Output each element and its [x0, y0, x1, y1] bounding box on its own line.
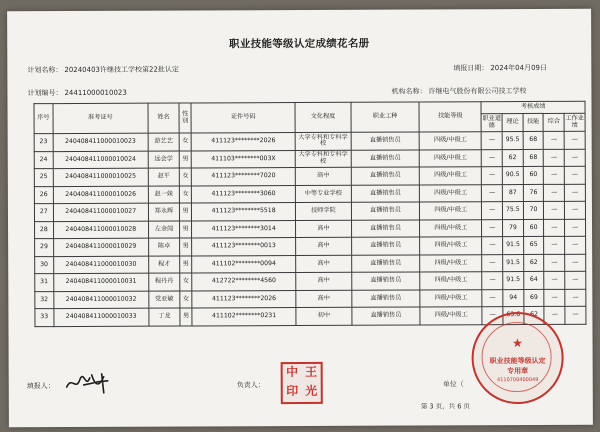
cell-gender: 男: [180, 255, 192, 273]
cell-level: 四级/中级工: [419, 132, 481, 150]
cell-name: 程丹丹: [149, 273, 180, 291]
cell-gender: 男: [179, 150, 191, 168]
col-level-header: 技能等级: [419, 102, 481, 132]
cell-level: 四级/中级工: [420, 307, 482, 325]
cell-id: 411123********0013: [192, 238, 296, 256]
cell-id: 411123********2026: [192, 290, 296, 308]
cell-level: 四级/中级工: [419, 149, 481, 167]
cell-ethics: —: [482, 202, 503, 220]
personal-seal: [281, 362, 323, 404]
cell-overall: —: [544, 149, 565, 167]
col-skill-header: 技能: [523, 113, 544, 131]
fill-date: [451, 63, 547, 73]
cell-skill: 60: [523, 219, 544, 237]
organization-label: 机构名称：: [391, 87, 427, 96]
cell-skill: 62: [524, 306, 545, 324]
cell-performance: —: [565, 289, 586, 307]
cell-theory: 91.5: [503, 254, 524, 272]
cell-overall: —: [544, 254, 565, 272]
cell-name: 丁龙: [149, 308, 180, 326]
document-title: 职业技能等级认定成绩花名册: [229, 37, 370, 51]
page-suffix: 页: [463, 402, 470, 411]
cell-name: 陈卓: [148, 238, 179, 256]
seal-char-2: 王: [305, 364, 318, 379]
cell-gender: 女: [179, 185, 191, 203]
cell-skill: 70: [523, 201, 544, 219]
cell-overall: —: [544, 166, 565, 184]
cell-ticket: 240408411000010026: [53, 186, 148, 204]
cell-skill: 68: [523, 131, 544, 149]
cell-job: 直播销售员: [351, 184, 419, 202]
cell-id: 411123********7020: [192, 168, 296, 186]
cell-id: 411123********3014: [192, 220, 296, 238]
responsible-label: 负责人：: [236, 381, 265, 390]
cell-seq: 24: [34, 151, 53, 169]
page-current: 3: [429, 402, 434, 411]
cell-skill: 69: [524, 289, 545, 307]
cell-job: 直播销售员: [351, 202, 419, 220]
cell-job: 直播销售员: [352, 254, 420, 272]
cell-gender: 男: [180, 308, 192, 326]
cell-overall: —: [544, 271, 565, 289]
col-ticket-header: 准考证号: [53, 103, 148, 133]
cell-performance: —: [564, 131, 585, 149]
cell-performance: —: [564, 184, 585, 202]
cell-ethics: —: [482, 167, 503, 185]
cell-seq: 33: [35, 309, 54, 327]
plan-name: [25, 65, 179, 76]
plan-name-value: 20240403许继技工学校第22批认定: [64, 65, 179, 75]
cell-seq: 28: [35, 221, 54, 239]
cell-ticket: 240408411000010023: [53, 133, 148, 151]
seal-star-icon: ★: [512, 336, 523, 351]
scores-group-header: 考核成绩: [481, 101, 585, 113]
official-round-seal: [471, 312, 563, 404]
cell-gender: 女: [179, 133, 191, 151]
cell-ticket: 240408411000010030: [53, 256, 148, 274]
cell-edu: 高中: [295, 220, 351, 238]
cell-name: 郑永辉: [148, 203, 179, 221]
cell-ethics: —: [481, 132, 502, 150]
cell-name: 左金闯: [148, 221, 179, 239]
cell-overall: —: [544, 219, 565, 237]
fill-date-label: 填报日期：: [453, 64, 489, 73]
cell-job: 直播销售员: [351, 237, 419, 255]
cell-gender: 男: [179, 203, 191, 221]
cell-edu: 初中: [296, 307, 352, 325]
roster-body: [34, 131, 586, 326]
cell-gender: 男: [179, 220, 191, 238]
cell-theory: 94: [503, 289, 524, 307]
cell-theory: 63.6: [503, 307, 524, 325]
cell-job: 直播销售员: [352, 307, 420, 325]
cell-theory: 75.5: [502, 202, 523, 220]
cell-job: 直播销售员: [351, 167, 419, 185]
cell-gender: 男: [180, 238, 192, 256]
cell-level: 四级/中级工: [420, 184, 482, 202]
cell-performance: —: [564, 166, 585, 184]
col-overall-header: 综合: [543, 113, 564, 131]
cell-level: 四级/中级工: [420, 202, 482, 220]
cell-ticket: 240408411000010024: [53, 151, 148, 169]
filler: [27, 381, 55, 391]
col-ethics-header: 职业道德: [481, 114, 502, 132]
cell-overall: —: [544, 201, 565, 219]
cell-ethics: —: [482, 254, 503, 272]
cell-gender: 女: [180, 290, 192, 308]
organization: [389, 86, 526, 97]
cell-theory: 87: [502, 184, 523, 202]
cell-job: 直播销售员: [351, 149, 419, 167]
cell-edu: 中等专业学校: [295, 185, 351, 203]
unit-label: 单位（: [442, 380, 464, 389]
col-id-header: 证件号码: [191, 103, 295, 133]
cell-seq: 32: [35, 291, 54, 309]
filler-label: 填报人：: [26, 382, 55, 391]
cell-seq: 23: [34, 134, 53, 152]
cell-edu: 高中: [295, 167, 351, 185]
cell-edu: 技师学院: [295, 202, 351, 220]
cell-skill: 64: [523, 271, 544, 289]
seal-char-1: 中: [286, 365, 299, 380]
cell-skill: 76: [523, 184, 544, 202]
cell-level: 四级/中级工: [420, 219, 482, 237]
cell-ethics: —: [482, 219, 503, 237]
cell-skill: 68: [523, 149, 544, 167]
cell-theory: 91.5: [503, 237, 524, 255]
cell-theory: 91.5: [503, 272, 524, 290]
cell-ticket: 240408411000010025: [53, 168, 148, 186]
cell-ticket: 240408411000010031: [53, 273, 148, 291]
unit-seal-field: [443, 379, 464, 389]
col-gender-header: 性别: [179, 103, 192, 133]
cell-job: 直播销售员: [351, 132, 419, 150]
cell-skill: 65: [523, 236, 544, 254]
cell-level: 四级/中级工: [420, 272, 482, 290]
cell-level: 四级/中级工: [420, 254, 482, 272]
cell-performance: —: [565, 306, 586, 324]
cell-ethics: —: [482, 149, 503, 167]
cell-ethics: —: [482, 184, 503, 202]
cell-name: 游艺艺: [148, 133, 179, 151]
fill-date-value: 2024年04月09日: [490, 63, 548, 73]
cell-name: 远会学: [148, 151, 179, 169]
seal-char-4: 光: [305, 383, 318, 398]
cell-ethics: —: [482, 289, 503, 307]
seal-text-line2: 专用章: [507, 367, 529, 376]
cell-theory: 90.5: [502, 167, 523, 185]
cell-name: 程才: [149, 256, 180, 274]
cell-ticket: 240408411000010033: [54, 308, 149, 326]
cell-id: 411102********0231: [192, 308, 296, 326]
cell-edu: 高中: [296, 272, 352, 290]
cell-theory: 62: [502, 149, 523, 167]
cell-name: 赵平: [148, 168, 179, 186]
cell-overall: —: [544, 236, 565, 254]
cell-edu: 大学专科和专科学校: [295, 150, 351, 168]
cell-gender: 女: [180, 273, 192, 291]
cell-edu: 高中: [296, 290, 352, 308]
col-name-header: 姓名: [148, 103, 179, 133]
cell-edu: 高中: [296, 237, 352, 255]
plan-number: [25, 88, 126, 98]
col-theory-header: 理论: [502, 114, 523, 132]
cell-ticket: 240408411000010028: [53, 221, 148, 239]
cell-id: 411123********3060: [192, 185, 296, 203]
cell-level: 四级/中级工: [420, 289, 482, 307]
cell-ticket: 240408411000010027: [53, 203, 148, 221]
seal-code: 4110700400049: [497, 376, 539, 384]
plan-name-label: 计划名称：: [27, 66, 63, 75]
responsible: [237, 380, 265, 390]
cell-edu: 高中: [296, 255, 352, 273]
page-indicator: [421, 401, 470, 410]
col-performance-header: 工作业绩: [564, 113, 585, 131]
cell-performance: —: [565, 271, 586, 289]
page-prefix: 第: [420, 402, 428, 411]
cell-level: 四级/中级工: [419, 167, 481, 185]
plan-number-label: 计划编号：: [27, 89, 63, 98]
cell-ticket: 240408411000010029: [53, 238, 148, 256]
cell-edu: 大学专科和专科学校: [295, 132, 351, 150]
col-edu-header: 文化程度: [295, 102, 351, 132]
cell-performance: —: [565, 236, 586, 254]
cell-id: 411102********0094: [192, 255, 296, 273]
document-sheet: [7, 9, 593, 428]
cell-job: 直播销售员: [352, 289, 420, 307]
cell-overall: —: [544, 306, 565, 324]
cell-seq: 27: [34, 204, 53, 222]
cell-level: 四级/中级工: [420, 237, 482, 255]
cell-overall: —: [544, 184, 565, 202]
cell-ethics: —: [482, 307, 503, 325]
cell-overall: —: [544, 289, 565, 307]
organization-value: 许继电气股份有限公司技工学校: [428, 87, 527, 96]
page-mid: 页，共: [435, 402, 456, 411]
cell-ethics: —: [482, 272, 503, 290]
cell-performance: —: [564, 149, 585, 167]
score-roster-table: [33, 101, 586, 327]
cell-performance: —: [565, 201, 586, 219]
cell-seq: 31: [35, 274, 54, 292]
cell-skill: 62: [523, 254, 544, 272]
cell-name: 党亚敏: [149, 291, 180, 309]
filler-signature: [64, 371, 110, 395]
cell-theory: 95.5: [502, 132, 523, 150]
col-seq-header: 序号: [34, 104, 53, 134]
cell-id: 412722********4560: [192, 273, 296, 291]
cell-id: 411123********5518: [192, 203, 296, 221]
cell-overall: —: [544, 131, 565, 149]
cell-gender: 女: [179, 168, 191, 186]
cell-name: 赵一妹: [148, 186, 179, 204]
cell-seq: 29: [35, 239, 54, 257]
cell-job: 直播销售员: [351, 219, 419, 237]
cell-seq: 26: [34, 186, 53, 204]
cell-skill: 60: [523, 166, 544, 184]
seal-text-line1: 职业技能等级认定: [489, 356, 546, 366]
cell-performance: —: [565, 254, 586, 272]
cell-job: 直播销售员: [352, 272, 420, 290]
cell-theory: 79: [503, 219, 524, 237]
cell-seq: 25: [34, 169, 53, 187]
page-total: 6: [457, 402, 462, 411]
cell-ticket: 240408411000010032: [53, 291, 148, 309]
cell-ethics: —: [482, 237, 503, 255]
cell-id: 411123********2026: [192, 133, 296, 151]
cell-seq: 30: [35, 256, 54, 274]
cell-performance: —: [565, 219, 586, 237]
seal-char-3: 印: [286, 384, 299, 399]
col-job-header: 职业工种: [351, 102, 419, 132]
plan-number-value: 24411000010023: [64, 88, 127, 98]
cell-id: 411103********003X: [192, 150, 296, 168]
